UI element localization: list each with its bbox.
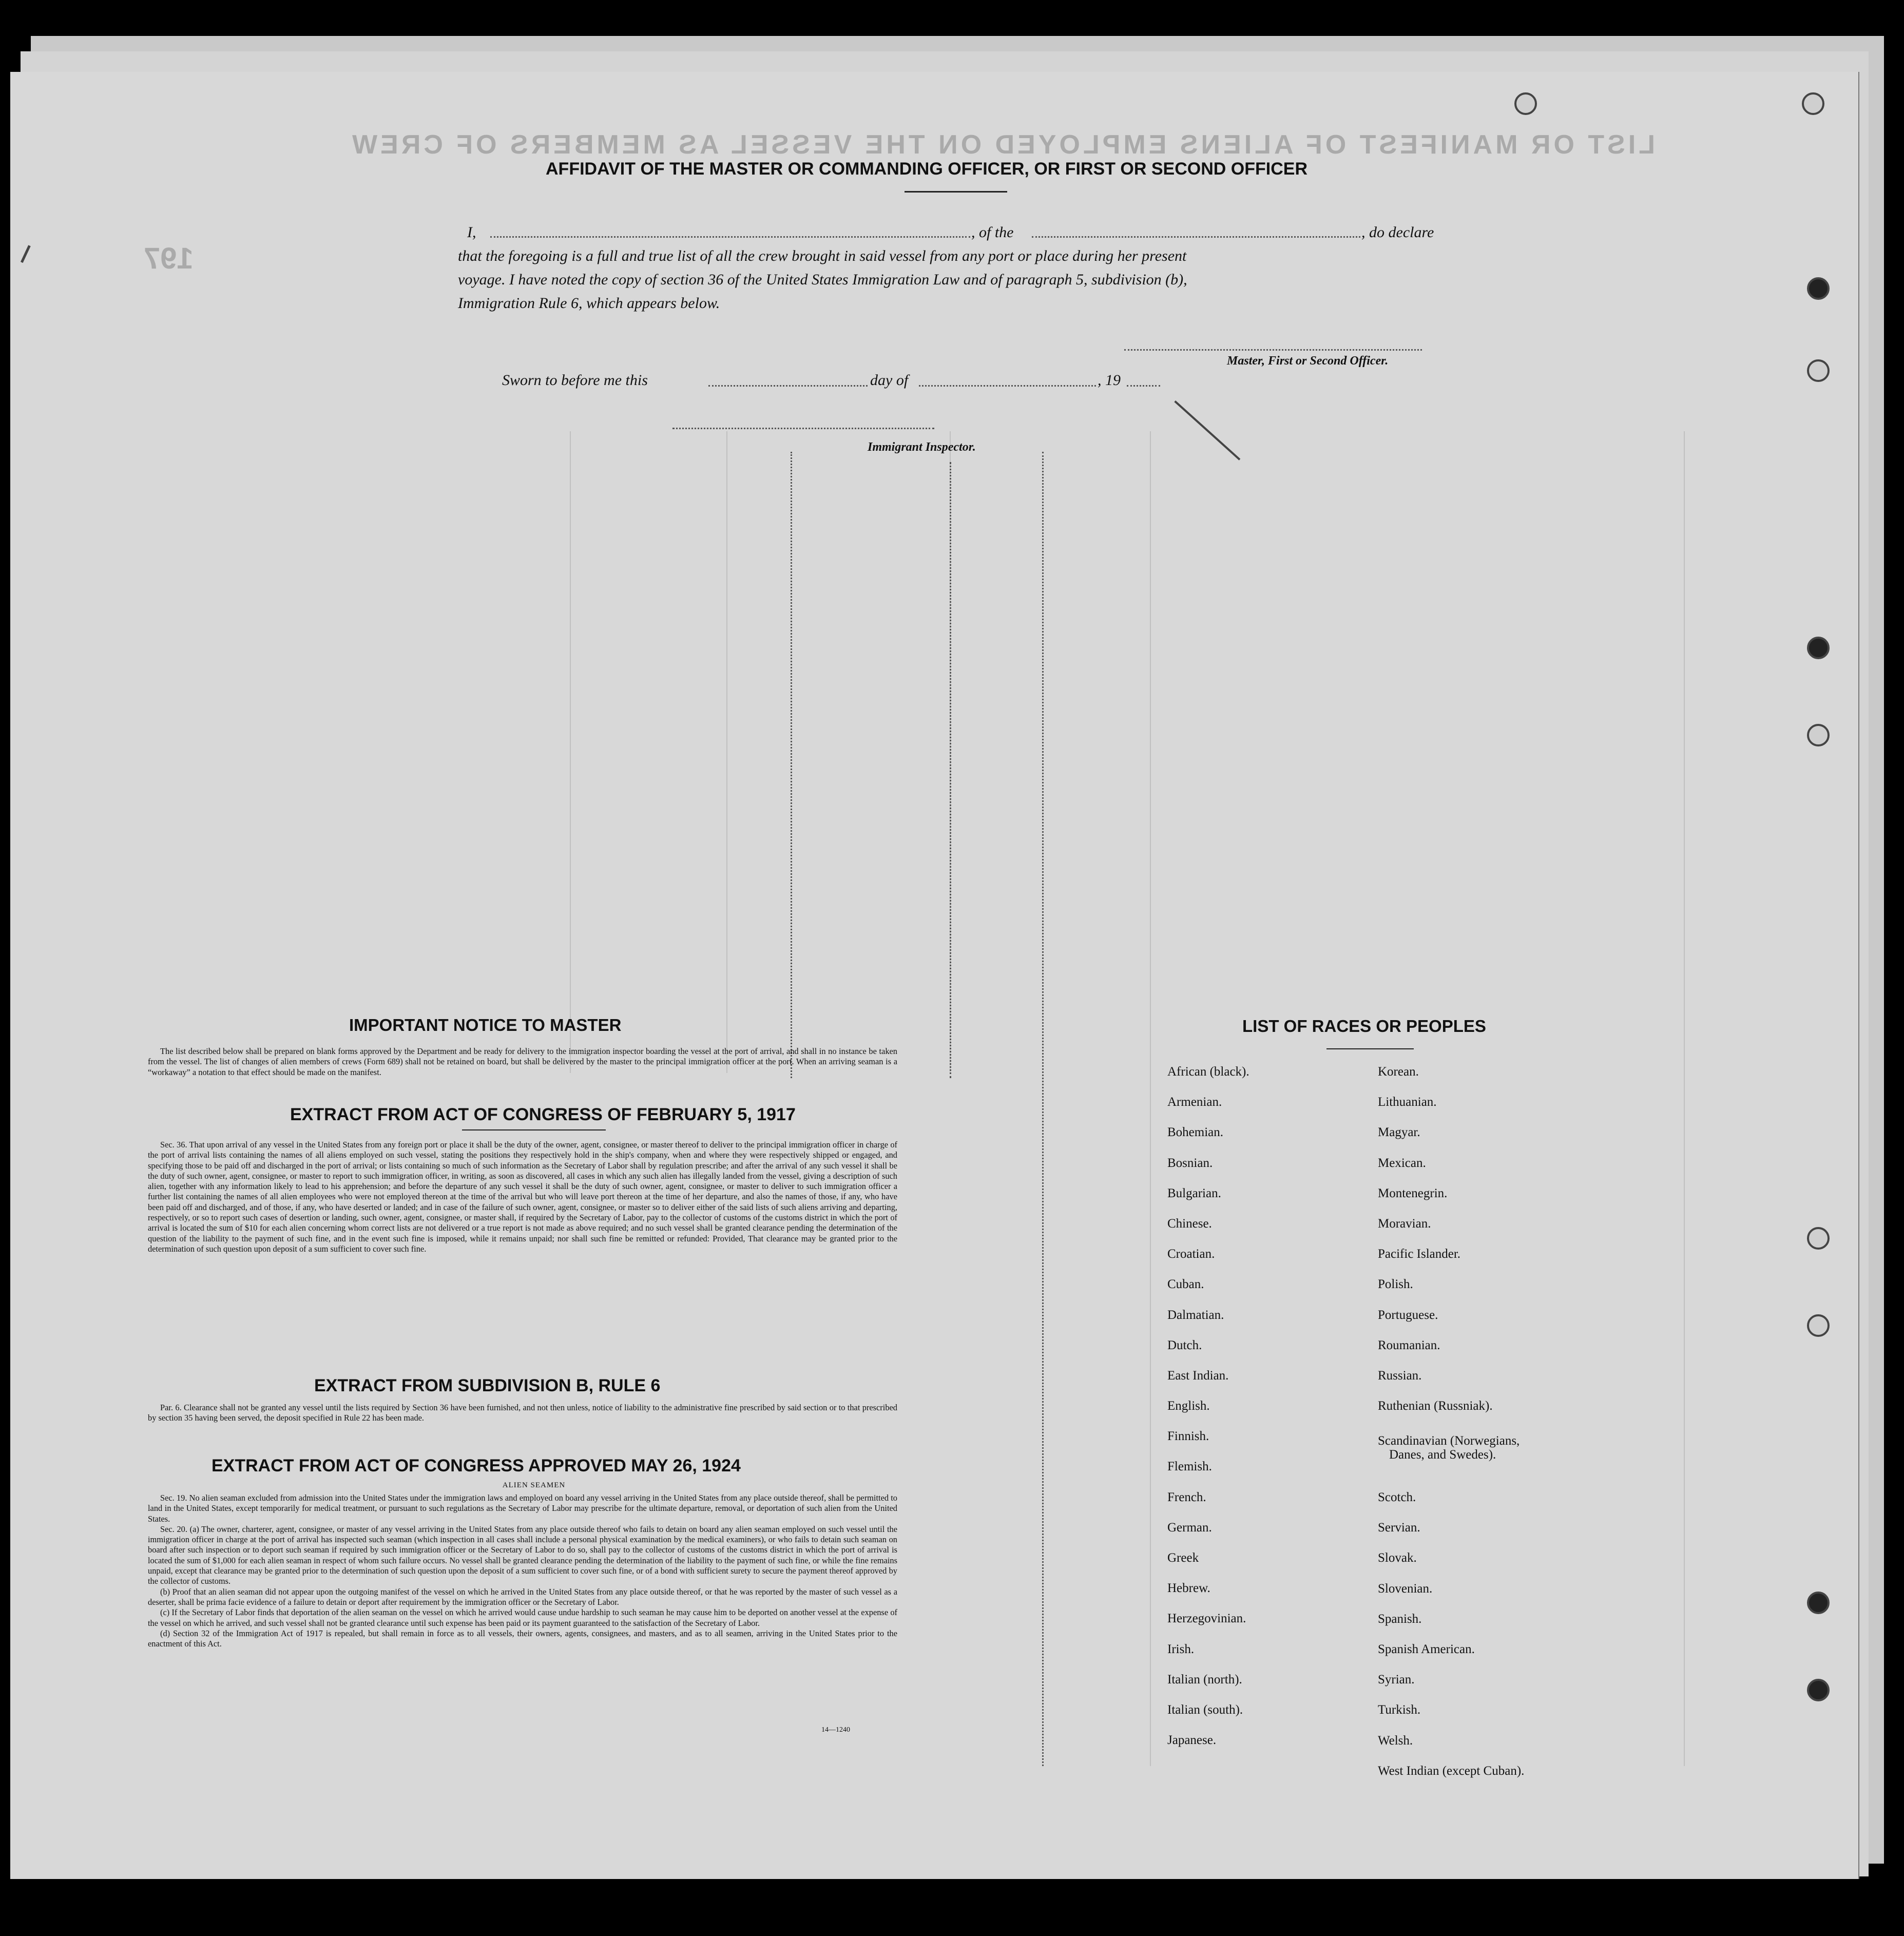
binder-hole (1807, 359, 1830, 382)
race-item: Italian (north). (1167, 1672, 1242, 1686)
sec-20a: Sec. 20. (a) The owner, charterer, agent, consignee, or master of any vessel arriving in the United States from any place outside thereof who fails to detain on board any alien seaman employed on such vessel until the immigration officer in charge at the port of arrival has inspected such seaman (which inspection in all cases shall include a personal physical examination by the medical examiners), or who fails to detain such seaman on board after such inspection or to deport such seaman if required by such immigration officer or the Secretary of Labor to do so, shall pay to the collector of customs of the customs district in which the port of arrival is located the sum of $1,000 for each alien seaman in respect of whom such failure occurs. No vessel shall be granted clearance pending the determination of the liability to the payment of such fine, or while the fine remains unpaid, except that clearance may be granted prior to the determination of such question upon the deposit of a sum sufficient to cover such fine, or of a bond with sufficient surety to secure the payment thereof approved by the collector of customs. (148, 1524, 897, 1586)
race-item: English. (1167, 1399, 1210, 1413)
alien-seamen-subtitle: ALIEN SEAMEN (502, 1481, 566, 1489)
bleed-through-ruling (1150, 431, 1151, 1766)
race-item: Bohemian. (1167, 1125, 1224, 1140)
affidavit-title: AFFIDAVIT OF THE MASTER OR COMMANDING OFFICER, OR FIRST OR SECOND OFFICER (546, 159, 1307, 179)
bleed-through-ruling (726, 431, 727, 1073)
pen-mark (1174, 400, 1240, 461)
race-item: Slovenian. (1378, 1581, 1433, 1596)
race-item: Spanish. (1378, 1612, 1422, 1626)
of-the-label: , of the (971, 224, 1014, 241)
races-right-column (1378, 1057, 1493, 1421)
sec-20d: (d) Section 32 of the Immigration Act of 1917 is repealed, but shall remain in force as to all vessels, their owners, agents, consignees, and masters, and as to all seamen, arriving in the United States prior to the enactment of this Act. (148, 1628, 897, 1649)
title-rule (905, 191, 1007, 193)
binder-hole (1514, 92, 1537, 115)
race-item: Greek (1167, 1551, 1199, 1565)
rule-6-title: EXTRACT FROM SUBDIVISION B, RULE 6 (314, 1376, 661, 1395)
declaration-line: Immigration Rule 6, which appears below. (458, 295, 720, 312)
i-label: I, (467, 224, 476, 241)
race-item: German. (1167, 1520, 1212, 1535)
race-item: Armenian. (1167, 1095, 1222, 1109)
act-1917-text: Sec. 36. That upon arrival of any vessel in the United States from any foreign port or place it shall be the duty of the owner, agent, consignee, or master thereof to deliver to the principal immigration officer in charge of the port of arrival lists containing the names of all aliens employed on such vessel, stating the positions they respectively hold in the ship's company, when and where they were respectively shipped or engaged, and specifying those to be paid off and discharged in the port of arrival; or lists containing so much of such information as the Secretary of Labor shall by regulation prescribe; and after the arrival of any such vessel it shall be the duty of such owner, agent, consignee, or master to report to such immigration officer, in writing, as soon as discovered, all cases in which any such alien has illegally landed from the vessel, giving a description of such alien, together with any information likely to lead to his apprehension; and before the departure of any such vessel it shall be the duty of such owner, agent, consignee, or master to deliver to such immigration officer a further list containing the names of all alien employees who were not employed thereon at the time of the arrival but who will leave port thereon at the time of her departure, and also the names of those, if any, who have been paid off and discharged, and of those, if any, who have deserted or landed; and in case of the failure of such owner, agent, consignee, or master so to deliver either of the said lists of such aliens arriving and departing, respectively, or so to report such cases of desertion or landing, such owner, agent, consignee, or master shall, if required by the Secretary of Labor, pay to the collector of customs of the customs district in which the port of arrival is located the sum of $10 for each alien concerning whom correct lists are not delivered or a true report is not made as above required; and no such vessel shall be granted clearance pending the determination of the question of the liability to the payment of such fine, and in the event such fine is imposed, while it remains unpaid; nor shall such fine be remitted or refunded: Provided, That clearance may be granted prior to the determination of such question upon deposit of a sum sufficient to cover such fine. (148, 1140, 897, 1254)
binder-hole (1807, 1227, 1830, 1250)
binder-hole (1807, 1314, 1830, 1337)
declaration-line: voyage. I have noted the copy of section 36 of the United States Immigration Law and of paragraph 5, subdivision (b), (458, 271, 1187, 288)
race-item: Mexican. (1378, 1156, 1426, 1170)
binder-hole (1807, 277, 1830, 300)
sworn-label: Sworn to before me this (502, 372, 648, 389)
day-field (708, 385, 868, 387)
master-signature-line (1124, 349, 1422, 351)
race-item: Danes, and Swedes). (1389, 1448, 1496, 1462)
act-1924-title: EXTRACT FROM ACT OF CONGRESS APPROVED MAY 26, 1924 (211, 1456, 741, 1475)
sec-20b: (b) Proof that an alien seaman did not appear upon the outgoing manifest of the vessel on which he arrived in the United States from any place outside thereof, or that he was reported by the master of such vessel as a deserter, shall be prima facie evidence of a failure to detain or deport after requirement by the immigration officer or the Secretary of Labor. (148, 1586, 897, 1607)
binder-hole (1807, 1592, 1830, 1614)
race-item: African (black). (1167, 1065, 1249, 1079)
race-item: Montenegrin. (1378, 1186, 1448, 1200)
race-item: Italian (south). (1167, 1702, 1243, 1717)
bleed-through-ruling (1684, 431, 1685, 1766)
race-item: French. (1167, 1490, 1206, 1504)
sec-19: Sec. 19. No alien seaman excluded from admission into the United States under the immigration laws and employed on board any vessel arriving in the United States from any place outside thereof, shall be permitted to land in the United States, except temporarily for medical treatment, or pursuant to such regulations as the Secretary of Labor may prescribe for the ultimate departure, removal, or deportation of such alien from the United States. (148, 1493, 897, 1524)
race-item: Syrian. (1378, 1673, 1415, 1687)
races-right-column-continued (1378, 1482, 1524, 1786)
act-1917-title: EXTRACT FROM ACT OF CONGRESS OF FEBRUARY 5, 1917 (290, 1105, 796, 1124)
vessel-field (1032, 236, 1360, 238)
race-item: Chinese. (1167, 1216, 1212, 1231)
race-item: Welsh. (1378, 1733, 1413, 1748)
bleed-through-page-number: 197 (144, 242, 194, 275)
race-item: Croatian. (1167, 1247, 1215, 1261)
race-item: Polish. (1378, 1277, 1413, 1292)
race-item: Spanish American. (1378, 1642, 1475, 1656)
race-item: West Indian (except Cuban). (1378, 1764, 1525, 1778)
year-field (1127, 385, 1160, 387)
column-guide (791, 452, 794, 1078)
month-field (919, 385, 1096, 387)
race-item-scandinavian (1378, 1434, 1520, 1462)
do-declare-label: , do declare (1361, 224, 1434, 241)
race-item: Irish. (1167, 1642, 1195, 1656)
binder-hole (1802, 92, 1824, 115)
race-item: Finnish. (1167, 1429, 1209, 1444)
year-label: , 19 (1098, 372, 1121, 389)
race-item: Scotch. (1378, 1490, 1416, 1504)
race-item: Bulgarian. (1167, 1186, 1221, 1200)
race-item: Pacific Islander. (1378, 1247, 1461, 1261)
race-item: Cuban. (1167, 1277, 1204, 1292)
bleed-through-ruling (570, 431, 571, 1073)
race-item: Hebrew. (1167, 1581, 1210, 1596)
race-item: Korean. (1378, 1065, 1419, 1079)
binder-hole (1807, 637, 1830, 659)
race-item: Ruthenian (Russniak). (1378, 1399, 1493, 1413)
section-rule (462, 1129, 606, 1130)
pen-mark (21, 245, 31, 263)
race-item: Turkish. (1378, 1703, 1421, 1717)
form-number: 14—1240 (821, 1726, 850, 1734)
race-item: Bosnian. (1167, 1156, 1213, 1170)
column-guide (1042, 452, 1045, 1766)
race-item: Japanese. (1167, 1733, 1217, 1748)
master-label: Master, First or Second Officer. (1227, 354, 1389, 368)
inspector-signature-line (672, 428, 934, 429)
race-item: Slovak. (1378, 1551, 1417, 1565)
act-1924-text (148, 1493, 897, 1649)
name-field (490, 236, 970, 238)
notice-title: IMPORTANT NOTICE TO MASTER (349, 1015, 622, 1034)
race-item: Moravian. (1378, 1216, 1431, 1231)
races-title: LIST OF RACES OR PEOPLES (1242, 1017, 1486, 1036)
race-item: Flemish. (1167, 1460, 1212, 1474)
day-of-label: day of (870, 372, 909, 389)
sec-20c: (c) If the Secretary of Labor finds that deportation of the alien seaman on the vessel on which he arrived would cause undue hardship to such seaman he may cause him to be deported on another vessel at the expense of the vessel on which he arrived, and such vessel shall not be granted clearance until such expense has been paid or its payment guaranteed to the satisfaction of the Secretary of Labor. (148, 1607, 897, 1628)
race-item: Dutch. (1167, 1338, 1202, 1352)
column-guide (950, 462, 953, 1078)
race-item: Scandinavian (Norwegians, (1378, 1434, 1520, 1448)
declaration-line: that the foregoing is a full and true list of all the crew brought in said vessel from any port or place during her present (458, 247, 1187, 264)
race-item: East Indian. (1167, 1368, 1229, 1383)
rule-6-text: Par. 6. Clearance shall not be granted any vessel until the lists required by Section 36 have been furnished, and not then unless, notice of liability to the administrative fine prescribed by said section or to that prescribed by section 35 having been served, the deposit specified in Rule 22 has been made. (148, 1403, 897, 1423)
document-page (10, 72, 1859, 1879)
notice-text: The list described below shall be prepared on blank forms approved by the Department and be ready for delivery to the immigration inspector boarding the vessel at the port of arrival, and shall in no instance be taken from the vessel. The list of changes of alien members of crews (Form 689) shall not be retained on board, but shall be delivered by the master to the principal immigration officer at the port. When an arriving seaman is a “workaway” a notation to that effect should be made on the manifest. (148, 1046, 897, 1077)
races-title-rule (1326, 1048, 1414, 1049)
race-item: Dalmatian. (1167, 1308, 1224, 1322)
races-left-column (1167, 1057, 1249, 1755)
race-item: Servian. (1378, 1521, 1420, 1535)
race-item: Magyar. (1378, 1125, 1420, 1140)
binder-hole (1807, 724, 1830, 746)
race-item: Herzegovinian. (1167, 1612, 1246, 1626)
inspector-label: Immigrant Inspector. (868, 440, 976, 454)
race-item: Portuguese. (1378, 1308, 1438, 1322)
bleed-through-header: LIST OR MANIFEST OF ALIENS EMPLOYED ON THE VESSEL AS MEMBERS OF CREW (349, 130, 1655, 160)
race-item: Lithuanian. (1378, 1095, 1437, 1109)
binder-hole (1807, 1679, 1830, 1701)
race-item: Russian. (1378, 1368, 1422, 1383)
race-item: Roumanian. (1378, 1338, 1440, 1352)
